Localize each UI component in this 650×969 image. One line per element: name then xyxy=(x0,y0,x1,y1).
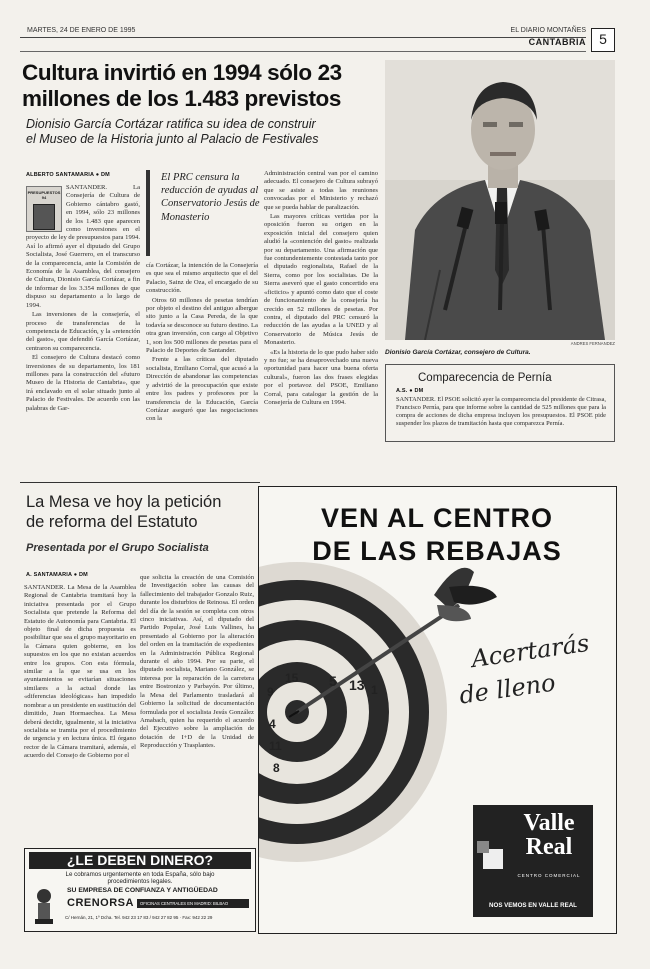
valle-real-logo xyxy=(473,805,593,917)
main-headline xyxy=(22,60,382,112)
ad-headline-line1: VEN AL CENTRO xyxy=(320,503,554,533)
pullquote-bar xyxy=(146,170,150,256)
second-headline xyxy=(26,492,256,532)
main-byline: ALBERTO SANTAMARIA ● DM xyxy=(26,172,110,178)
debt-ad-headline: ¿LE DEBEN DINERO? xyxy=(29,852,251,869)
main-article-column-2 xyxy=(146,262,258,425)
photo-credit: ANDRES FERNANDEZ xyxy=(570,341,615,346)
pullquote: El PRC censura la reducción de ayudas al Conservatorio Jesús de Monasterio xyxy=(161,172,260,223)
second-article-column-2 xyxy=(140,574,254,752)
page-number: 5 xyxy=(591,28,615,52)
main-headline-line1: Cultura invirtió en 1994 sólo 23 xyxy=(22,60,342,85)
main-subheadline xyxy=(26,117,386,147)
issue-date: MARTES, 24 DE ENERO DE 1995 xyxy=(27,27,136,34)
debt-ad-brand: CRENORSA xyxy=(67,897,134,909)
target-number: 9 xyxy=(267,685,274,699)
ad-script-line2: de lleno xyxy=(457,668,558,710)
photo-portrait-illustration xyxy=(385,60,615,340)
logo-subtitle: CENTRO COMERCIAL xyxy=(517,873,581,878)
brief-box xyxy=(385,364,615,442)
target-number: 8 xyxy=(273,761,280,775)
second-subheadline: Presentada por el Grupo Socialista xyxy=(26,542,209,554)
brief-title: Comparecencia de Pernía xyxy=(418,372,552,384)
section-name: CANTABRIA xyxy=(528,37,586,47)
second-byline: A. SANTAMARIA ● DM xyxy=(26,572,88,578)
main-col3-p3: «Es la historia de lo que pudo haber sido y no fue; se ha desaprovechado una nueva oportunidad para hacer una buena oferta cultural», fueron las dos frases elegidas por el portavoz del PSOE, Emiliano Corral, para catalogar la gestión de la Consejería de Cultura en 1994. xyxy=(264,348,378,406)
main-subhead-line2: el Museo de la Historia junto al Palacio de Festivales xyxy=(26,132,319,146)
debt-ad-offices: OFICINAS CENTRALES EN MADRID: BILBAO xyxy=(137,899,249,908)
target-number: 13 xyxy=(349,677,365,693)
target-number: 5 xyxy=(329,673,337,689)
second-headline-line2: de reforma del Estatuto xyxy=(26,513,198,531)
debt-ad-mascot-icon xyxy=(31,887,57,925)
main-col1-p2: Las inversiones de la consejería, el proceso de transferencias de la competencia de Educación, y la «retención del gasto», que defendió García Cortázar, centraron su comparecencia. xyxy=(26,311,140,352)
second-article-column-1 xyxy=(24,584,136,762)
newspaper-name: EL DIARIO MONTAÑES xyxy=(510,27,586,34)
debt-ad-line1: Le cobramos urgentemente en toda España, sólo bajo xyxy=(65,871,215,878)
brief-text: SANTANDER. El PSOE solicitó ayer la comparecencia del presidente de Citrasa, Francisco Pernía, para que informe sobre la cantidad de 525 millones que para la compra de acciones de dicha empresa incluyen los presupuestos. El PSOE pide suspender los plazos de tramitación hasta que comparezca Pernía. xyxy=(396,396,606,427)
ad-headline-line2: DE LAS REBAJAS xyxy=(312,536,562,566)
second-col1-text: SANTANDER. La Mesa de la Asamblea Regional de Cantabria tramitará hoy la iniciativa presentada por el Grupo Socialista que pretende la Reforma del Estatuto de Autonomía para Cantabria. El objeto final de dicha propuesta es posibilitar que sea el grupo mayoritario en la Cámara quien gobierne, en los supuestos en los que no existan acuerdos entre los grupos. Con esta fórmula, similar a la que se usa en los ayuntamientos se evitarían situaciones similares a la actual donde las «diferencias ideológicas» han impedido nombrar a un presidente en sustitución del dimitido, Juan Hormaechea. La Mesa deberá decidir, igualmente, si la iniciativa socialista se tramita por el procedimiento de urgencia y en lectura única. El órgano rector de la Cámara tramitará, además, el acuerdo del Consejo de Gobierno por el xyxy=(24,584,136,760)
valle-real-ad xyxy=(258,486,617,934)
second-col2-text: que solicita la creación de una Comisión de Investigación sobre las causas del fallecimiento del trabajador Gonzalo Ruiz, durante los disturbios de Reinosa. El orden del día de la sesión se completa con otros cinco iniciativas. Así, el diputado del Partido Popular, José Luis Vallines, ha presentado al Gobierno por la alteración del orden en la tramitación de expedientes en la Administración Pública Regional durante el año 1994. Por su parte, el diputado socialista, Mariano González, se interesa por la reparación de la carretera entre Bostronizo y Parbayón. Por último, la Mesa del Parlamento trasladará al Gobierno la solicitud de documentación formulada por el socialista Jesús González Amabach, quien ha requerido el acuerdo del Ejecutivo sobre la ampliación de dotación de I+D de la Unidad de Reproducción y Trasplantes. xyxy=(140,574,254,750)
target-number: 11 xyxy=(269,739,282,753)
main-headline-line2: millones de los 1.483 previstos xyxy=(22,86,341,111)
ad-slogan: NOS VEMOS EN VALLE REAL xyxy=(489,902,577,909)
debt-ad-address: C/ Hernán, 21, 1º Dcha. Tel. 942 23 17 83 / 942 27 82 95 · Fax: 942 22 29 xyxy=(65,915,213,920)
target-number: 15 xyxy=(285,671,299,685)
logo-word-2: Real xyxy=(525,834,573,860)
logo-wordmark xyxy=(507,811,591,859)
logo-word-1: Valle xyxy=(523,810,575,836)
debt-ad-tagline: SU EMPRESA DE CONFIANZA Y ANTIGÜEDAD xyxy=(67,887,218,894)
news-photo xyxy=(385,60,615,340)
brief-byline: A.S. ● DM xyxy=(396,388,424,394)
main-col2-p3: Frente a las críticas del diputado socialista, Emiliano Corral, que acusó a la Dirección de abandonar las competencias y advirtió de la preocupación que existe entre los padres y profesores por la transferencia de la Educación, García Cortázar aseguró que las negociaciones con la xyxy=(146,356,258,423)
main-col2-p2: Otros 60 millones de pesetas tendrían por objeto el destino del antiguo albergue sito junto a la Casa Pereda, de la que todavía se desconoce su futuro destino. La otra gran inversión, con cargo al Objetivo 1, son los 500 millones de pesetas para el Palacio de Deportes de Santander. xyxy=(146,296,258,355)
main-col1-lead: SANTANDER. La Consejería de Cultura de Gobierno cántabro gastó, en 1994, sólo 23 millones de los 1.483 que aparecen como inversiones en el proyecto de ley de presupuestos para 1994. Así lo afirmó ayer el diputado del Grupo Socialista, José Guerrero, en el transcurso de la comparecencia, ante la Comisión de Economía de la Asamblea, del consejero de Cultura, Dionisio García Cortázar, a fin de informar de los 3.354 millones de que dispuso su departamento a lo largo de 1994. xyxy=(26,184,140,309)
target-number: 4 xyxy=(269,717,276,731)
main-col1-p3: El consejero de Cultura destacó como inversiones de su departamento, los 181 millones para la construcción del «futuro Museo de la Historia de Cantabria», que irá enclavado en el solar situado junto al Palacio de Festivales. De acuerdo con las palabras de Gar- xyxy=(26,354,140,412)
debt-ad-line2: procedimientos legales. xyxy=(107,878,173,885)
photo-caption: Dionisio García Cortázar, consejero de Cultura. xyxy=(385,349,531,356)
debt-collection-ad xyxy=(24,848,256,932)
main-col3-p2: Las mayores críticas vertidas por la oposición fueron su origen en la exposición inicial del consejero quien aludió la «contención del gasto» realizada por su departamento. Una afirmación que fue contundentemente contestada tanto por el diputado regionalista, Rafael de la Sierra, como por los socialistas. De la Sierra aseveró que el gasto concertido era «ficticio» y apuntó como dato que el coste de funcionamiento de la consejería ha crecido en 52 millones de pesetas. Por contra, el diputado del PRC censuró la reducción de las ayudas a la UNED y al Conservatorio de Música Jesús de Monasterio. xyxy=(264,213,378,347)
main-subhead-line1: Dionisio García Cortázar ratifica su idea de construir xyxy=(26,117,316,131)
target-number: 1 xyxy=(371,683,378,697)
main-article-column-3 xyxy=(264,170,378,408)
ad-script-line1: Acertarás xyxy=(469,628,591,674)
logo-square-accent-icon xyxy=(477,841,489,853)
main-article-column-1 xyxy=(26,184,140,414)
budget-inset-label: PRESUPUESTOS 94 xyxy=(27,190,61,200)
second-headline-line1: La Mesa ve hoy la petición xyxy=(26,493,222,511)
main-col3-p1: Administración central van por el camino adecuado. El consejero de Cultura subrayó que se asiste a todas las reuniones convocadas por el Ministerio y rechazó que se pueda hablar de paralización. xyxy=(264,170,378,211)
main-col2-p1: cía Cortázar, la intención de la Consejería es que sea el mismo arquitecto que el del Palacio, Sainz de Oza, el encargado de su construcción. xyxy=(146,262,258,295)
